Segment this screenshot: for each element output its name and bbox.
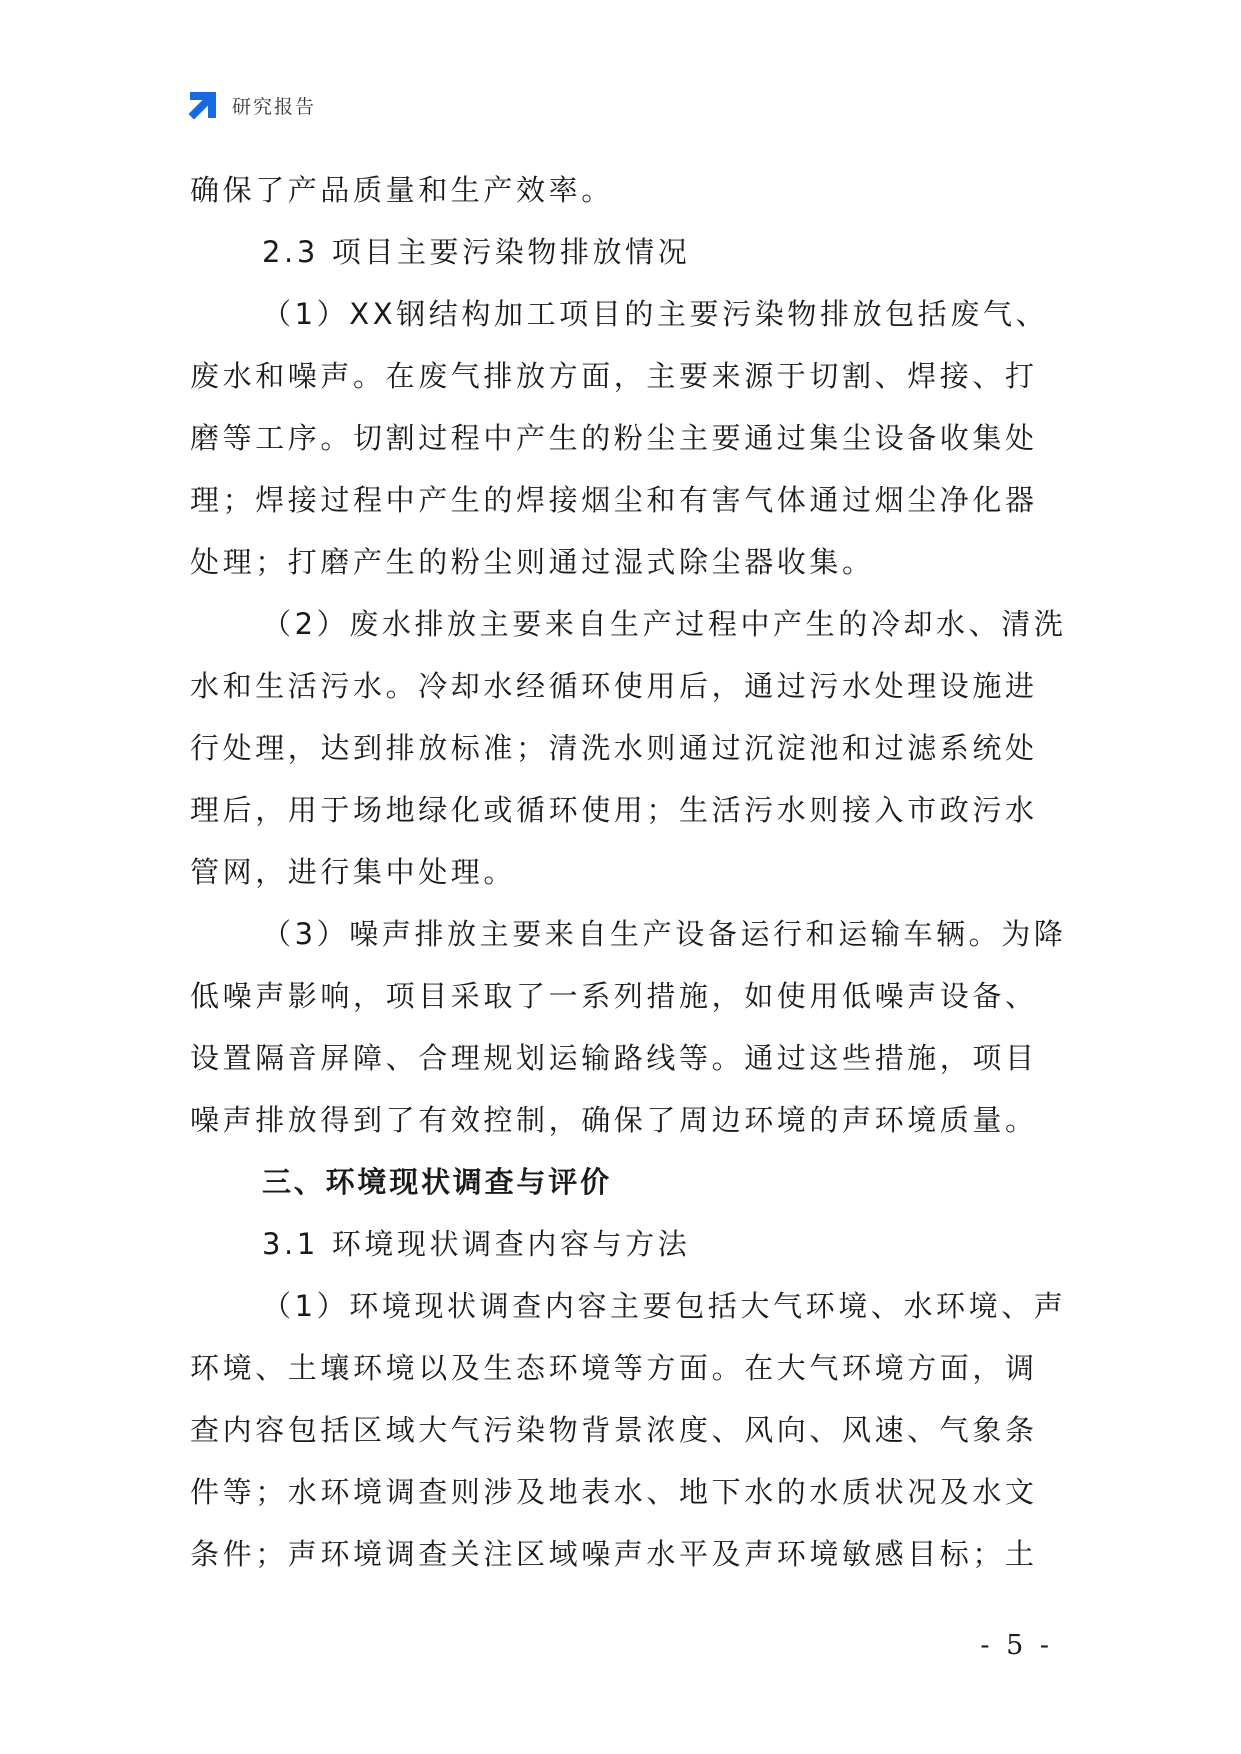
paragraph-2: （2）废水排放主要来自生产过程中产生的冷却水、清洗水和生活污水。冷却水经循环使用后，通过污水处理设施进行处理，达到排放标准；清洗水则通过沉淀池和过滤系统处理后，用于场地绿化或循环使用；生活污水则接入市政污水管网，进行集中处理。 xyxy=(190,607,1067,889)
paragraph-3: （3）噪声排放主要来自生产设备运行和运输车辆。为降低噪声影响，项目采取了一系列措施，如使用低噪声设备、设置隔音屏障、合理规划运输路线等。通过这些措施，项目噪声排放得到了有效控制，确保了周边环境的声环境质量。 xyxy=(190,917,1067,1137)
document-body xyxy=(190,159,1070,1585)
paragraph-4: （1）环境现状调查内容主要包括大气环境、水环境、声环境、土壤环境以及生态环境等方面。在大气环境方面，调查内容包括区域大气污染物背景浓度、风向、风速、气象条件等；水环境调查则涉及地表水、地下水的水质状况及水文条件；声环境调查关注区域噪声水平及声环境敏感目标；土 xyxy=(190,1289,1067,1571)
section-heading-2-3: 2.3 项目主要污染物排放情况 xyxy=(262,235,691,269)
header-title: 研究报告 xyxy=(232,95,317,118)
arrow-up-right-icon xyxy=(186,88,220,122)
page-number-footer xyxy=(0,1630,1241,1661)
chapter-heading-3: 三、环境现状调查与评价 xyxy=(262,1165,612,1199)
section-heading-3-1: 3.1 环境现状调查内容与方法 xyxy=(262,1227,691,1261)
page-number: - 5 - xyxy=(980,1630,1053,1661)
continuation-paragraph: 确保了产品质量和生产效率。 xyxy=(190,173,614,207)
paragraph-1: （1）XX钢结构加工项目的主要污染物排放包括废气、废水和噪声。在废气排放方面，主要来源于切割、焊接、打磨等工序。切割过程中产生的粉尘主要通过集尘设备收集处理；焊接过程中产生的焊接烟尘和有害气体通过烟尘净化器处理；打磨产生的粉尘则通过湿式除尘器收集。 xyxy=(190,297,1049,579)
page-header xyxy=(186,88,316,122)
